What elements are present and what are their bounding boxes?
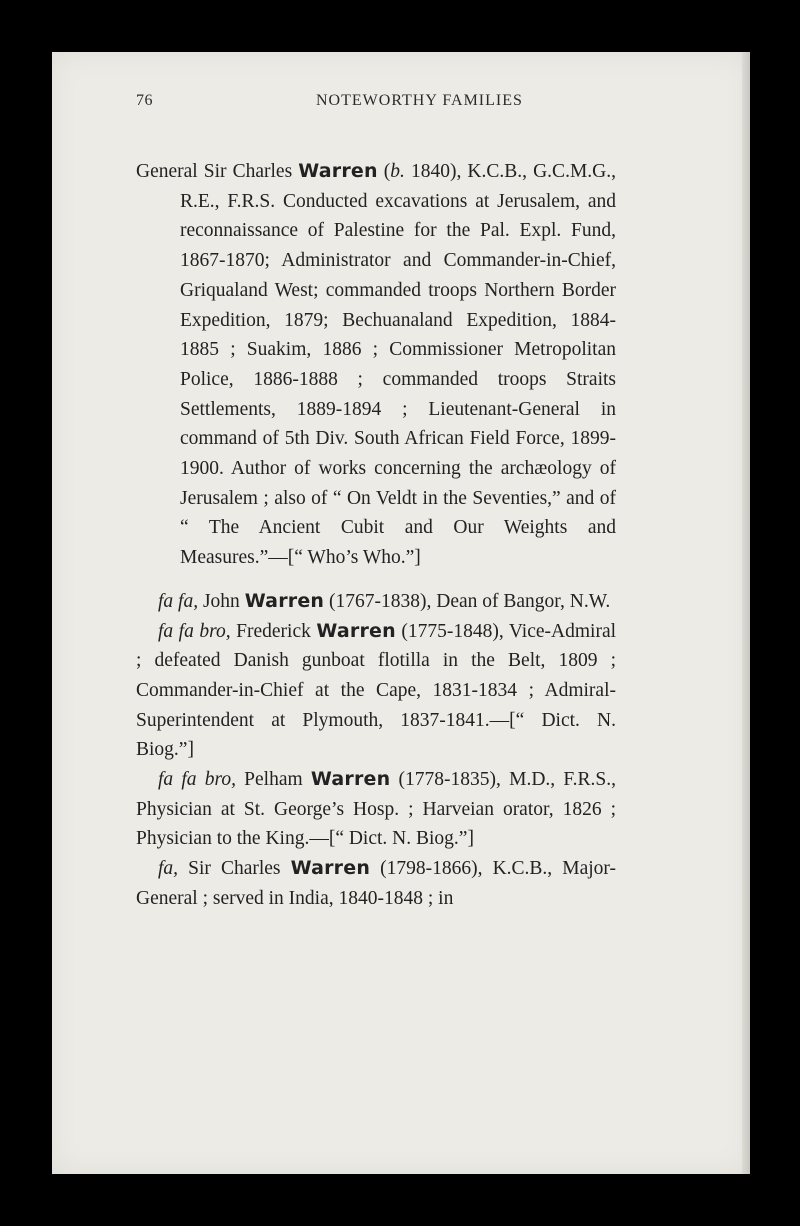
entry-surname: Warren <box>316 619 396 642</box>
entry-rest: (1798-1866), K.C.B., Major-General ; served in India, 1840-1848 ; in <box>136 858 616 909</box>
entry-rest: 1840), K.C.B., G.C.M.G., R.E., F.R.S. Conducted excavations at Jerusalem, and reconnaissance of Palestine for the Pal. Expl. Fund, 1867-1870; Administrator and Commander-in-Chief, Griqualand West; commanded troops Northern Border Expedition, 1879; Bechuanaland Expedition, 1884-1885 ; Suakim, 1886 ; Commissioner Metropolitan Police, 1886-1888 ; commanded troops Straits Settlements, 1889-1894 ; Lieutenant-General in command of 5th Div. South African Field Force, 1899-1900. Author of works concerning the archæology of Jerusalem ; also of “ On Veldt in the Seventies,” and of “ The Ancient Cubit and Our Weights and Measures.”—[“ Who’s Who.”] <box>180 161 616 569</box>
running-head <box>136 92 616 114</box>
body-text <box>136 157 616 914</box>
entry-rest: (1775-1848), Vice-Admiral ; defeated Danish gunboat flotilla in the Belt, 1809 ; Commander-in-Chief at the Cape, 1831-1834 ; Admiral-Superintendent at Plymouth, 1837-1841.—[“ Dict. N. Biog.”] <box>136 620 617 761</box>
entry-prefix: General Sir Charles <box>136 161 299 182</box>
entry-rest: (1778-1835), M.D., F.R.S., Physician at St. George’s Hosp. ; Harveian orator, 1826 ; Physician to the King.—[“ Dict. N. Biog.”] <box>136 769 616 850</box>
entry-surname: Warren <box>290 857 371 880</box>
entry-relative <box>136 854 616 913</box>
relation-label: fa fa, <box>158 590 199 612</box>
page-edge <box>742 52 750 1174</box>
entry-surname: Warren <box>244 589 325 612</box>
entry-relative <box>136 587 616 617</box>
entry-prefix: Frederick <box>230 620 317 642</box>
entry-relative <box>136 765 616 854</box>
entry-prefix: John <box>198 590 245 612</box>
running-title: NOTEWORTHY FAMILIES <box>316 92 523 109</box>
entry-prefix: Sir Charles <box>178 858 291 880</box>
entry-surname: Warren <box>310 768 391 791</box>
entry-prefix: Pelham <box>235 769 311 791</box>
page-number: 76 <box>136 92 153 109</box>
entry-surname: Warren <box>298 160 378 182</box>
entry-relative <box>136 617 616 766</box>
relation-label: fa fa bro, <box>158 769 236 791</box>
entry-main <box>136 157 616 573</box>
born-label: b. <box>390 161 405 182</box>
entry-open: ( <box>377 161 391 182</box>
relation-label: fa, <box>158 858 179 880</box>
entry-rest: (1767-1838), Dean of Bangor, N.W. <box>324 590 611 612</box>
relation-label: fa fa bro, <box>158 620 231 642</box>
